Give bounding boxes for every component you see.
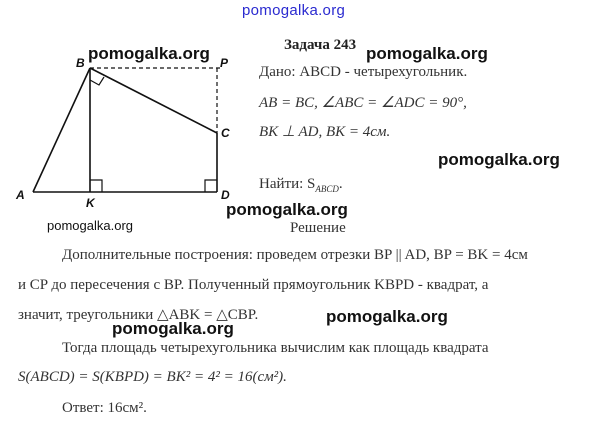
label-b: B [76, 56, 85, 70]
watermark-top[interactable]: pomogalka.org [242, 2, 346, 19]
segment-bc [90, 68, 217, 133]
right-angle-k [90, 180, 102, 192]
solution-heading: Решение [290, 220, 346, 236]
find-line [259, 176, 343, 194]
label-d: D [221, 188, 230, 202]
label-p: P [220, 56, 229, 70]
solution-answer: Ответ: 16см². [62, 400, 147, 416]
watermark-4[interactable]: pomogalka.org [226, 200, 348, 219]
segment-ab [33, 68, 90, 192]
find-label: Найти: S [259, 176, 316, 192]
right-angle-b [90, 77, 104, 85]
problem-title: Задача 243 [284, 37, 357, 53]
label-c: C [221, 126, 230, 140]
solution-paragraph-2: и CP до пересечения с BP. Полученный прямоугольник KBPD - квадрат, а [18, 277, 489, 293]
watermark-3[interactable]: pomogalka.org [438, 150, 560, 169]
find-end: . [338, 176, 343, 192]
solution-paragraph-3: значит, треугольники △ABK = △CBP. [18, 307, 259, 323]
solution-paragraph-1: Дополнительные построения: проведем отрезки BP || AD, BP = BK = 4см [62, 247, 528, 263]
solution-paragraph-4: Тогда площадь четырехугольника вычислим как площадь квадрата [62, 340, 489, 356]
geometry-figure [0, 40, 260, 210]
watermark-6[interactable]: pomogalka.org [326, 307, 448, 326]
solution-formula: S(ABCD) = S(KBPD) = BK² = 4² = 16(см²). [18, 369, 287, 385]
label-k: K [86, 196, 95, 210]
watermark-2[interactable]: pomogalka.org [366, 44, 488, 63]
given-line-1: Дано: ABCD - четырехугольник. [259, 64, 468, 80]
watermark-7[interactable]: pomogalka.org [112, 319, 234, 338]
label-a: A [16, 188, 25, 202]
find-subscript: ABCD [315, 184, 339, 194]
given-line-3: BK ⊥ AD, BK = 4см. [259, 124, 391, 140]
right-angle-d [205, 180, 217, 192]
watermark-5[interactable]: pomogalka.org [47, 218, 133, 233]
watermark-1[interactable]: pomogalka.org [88, 44, 210, 63]
given-line-2: AB = BC, ∠ABC = ∠ADC = 90°, [259, 95, 467, 111]
